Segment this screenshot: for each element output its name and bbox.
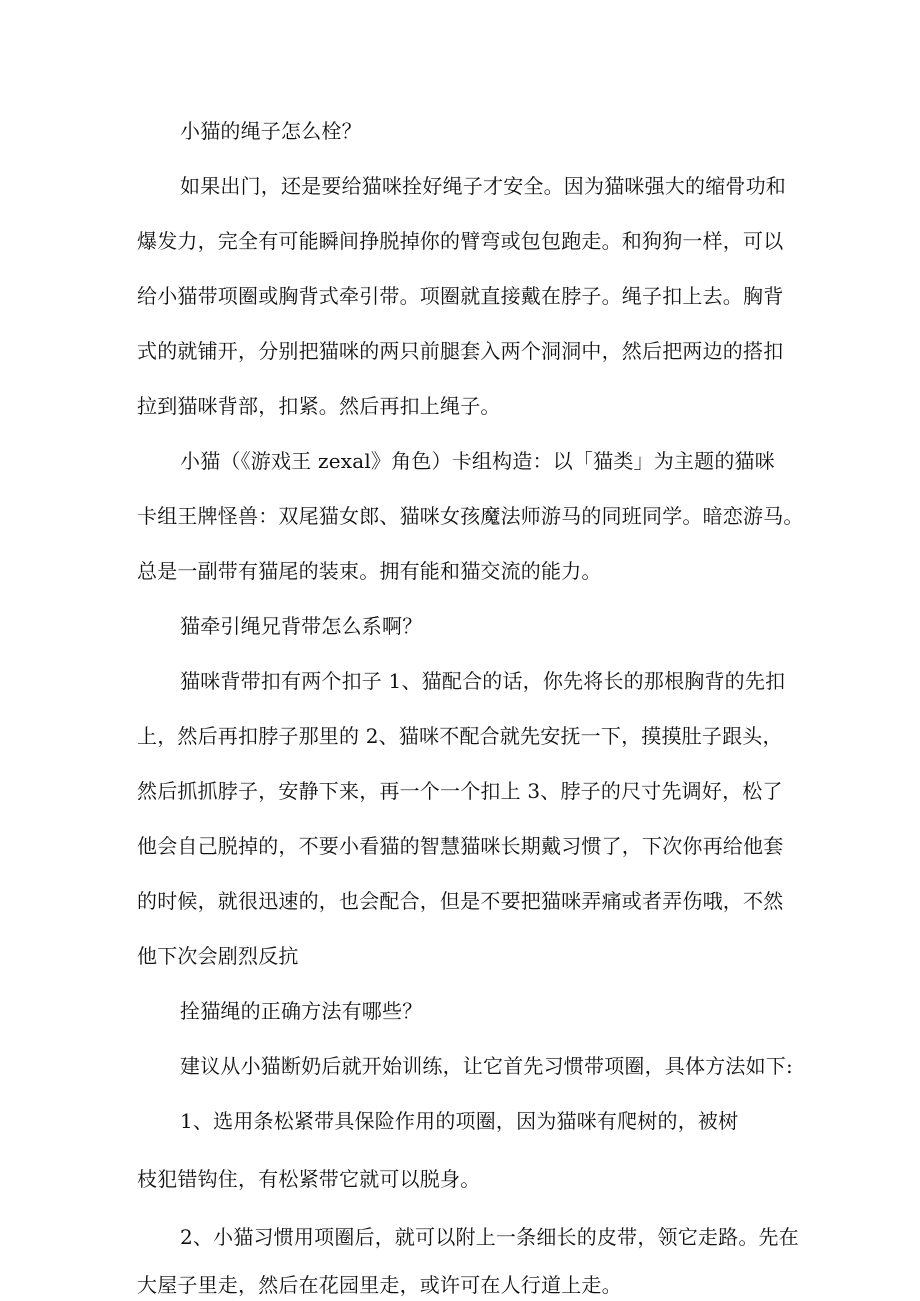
list-item-line: 2、小猫习惯用项圈后，就可以附上一条细长的皮带，领它走路。先在 <box>180 1225 799 1249</box>
list-item-line: 大屋子里走，然后在花园里走，或许可在人行道上走。 <box>137 1273 622 1297</box>
paragraph-line: 爆发力，完全有可能瞬间挣脱掉你的臂弯或包包跑走。和狗狗一样，可以 <box>137 229 784 253</box>
paragraph-line: 拉到猫咪背部，扣紧。然后再扣上绳子。 <box>137 394 501 418</box>
paragraph-line: 给小猫带项圈或胸背式牵引带。项圈就直接戴在脖子。绳子扣上去。胸背 <box>137 284 784 308</box>
paragraph-line: 的时候，就很迅速的，也会配合，但是不要把猫咪弄痛或者弄伤哦，不然 <box>137 889 784 913</box>
paragraph-line: 上，然后再扣脖子那里的 2、猫咪不配合就先安抚一下，摸摸肚子跟头， <box>137 724 783 748</box>
heading-how-to-tie-cat-rope: 小猫的绳子怎么栓？ <box>180 119 362 143</box>
paragraph-line: 他下次会剧烈反抗 <box>137 944 299 968</box>
paragraph-line: 如果出门，还是要给猫咪拴好绳子才安全。因为猫咪强大的缩骨功和 <box>180 174 786 198</box>
heading-harness-question: 猫牵引绳兄背带怎么系啊？ <box>180 614 423 638</box>
paragraph-line: 他会自己脱掉的，不要小看猫的智慧猫咪长期戴习惯了，下次你再给他套 <box>137 834 784 858</box>
paragraph-line: 小猫（《游戏王 zexal》角色）卡组构造：以「猫类」为主题的猫咪 <box>180 449 775 473</box>
list-item-line: 枝犯错钩住，有松紧带它就可以脱身。 <box>137 1167 481 1191</box>
paragraph-line: 卡组王牌怪兽：双尾猫女郎、猫咪女孩魔法师游马的同班同学。暗恋游马。 <box>137 504 804 528</box>
paragraph-line: 建议从小猫断奶后就开始训练，让它首先习惯带项圈，具体方法如下: <box>180 1054 793 1078</box>
heading-correct-methods: 拴猫绳的正确方法有哪些？ <box>180 999 423 1023</box>
paragraph-line: 式的就铺开，分别把猫咪的两只前腿套入两个洞洞中，然后把两边的搭扣 <box>137 339 784 363</box>
paragraph-line: 然后抓抓脖子，安静下来，再一个一个扣上 3、脖子的尺寸先调好，松了 <box>137 779 783 803</box>
paragraph-line: 猫咪背带扣有两个扣子 1、猫配合的话，你先将长的那根胸背的先扣 <box>180 669 786 693</box>
paragraph-line: 总是一副带有猫尾的装束。拥有能和猫交流的能力。 <box>137 559 602 583</box>
list-item-line: 1、选用条松紧带具保险作用的项圈，因为猫咪有爬树的，被树 <box>180 1109 739 1133</box>
